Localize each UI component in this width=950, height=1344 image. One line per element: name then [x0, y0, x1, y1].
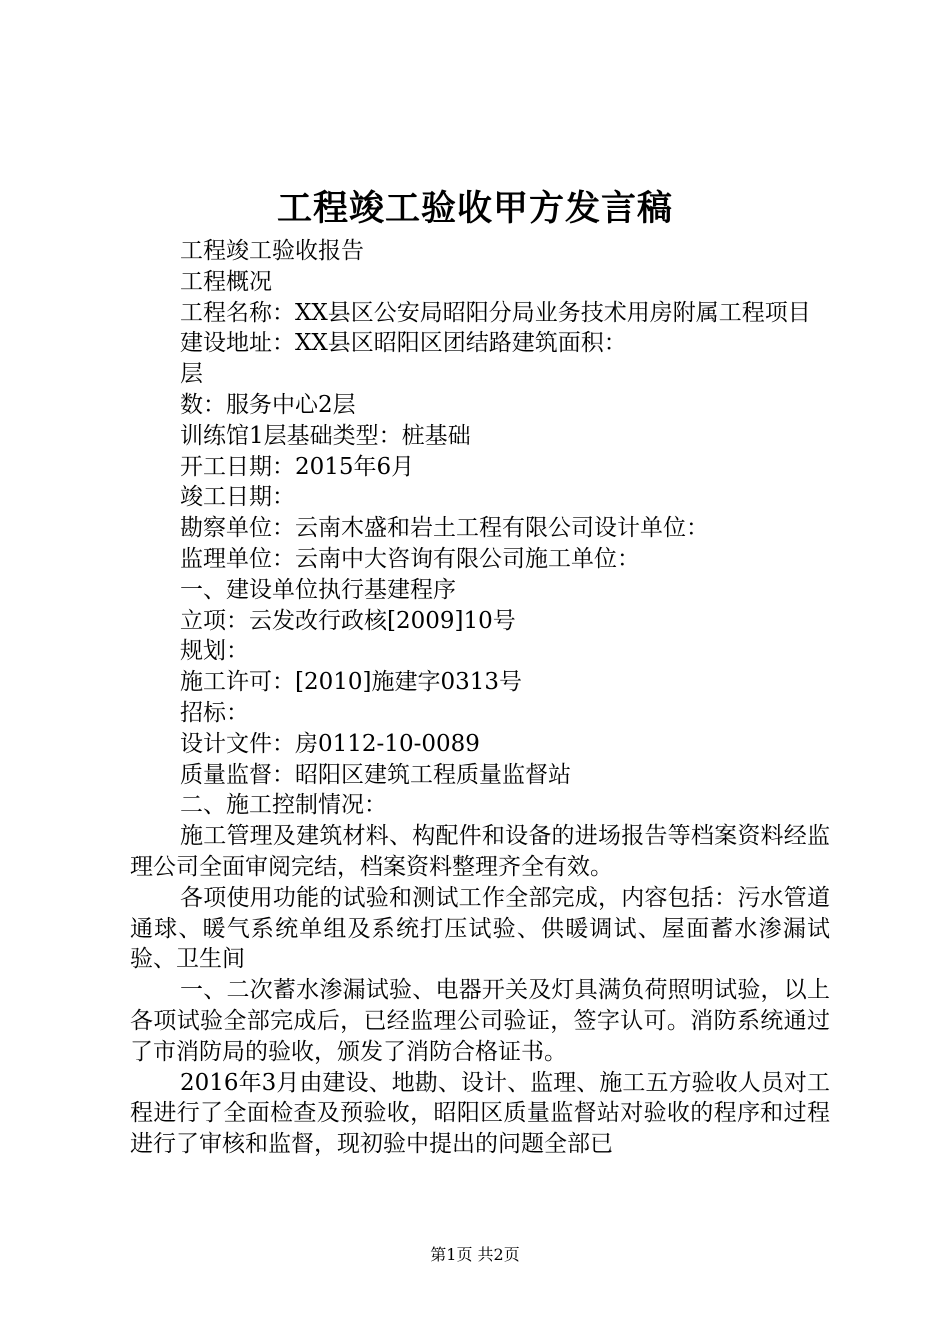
line-overview: 工程概况 [180, 268, 272, 295]
line-training-hall: 训练馆1层基础类型：桩基础 [180, 422, 471, 449]
document-title: 工程竣工验收甲方发言稿 [276, 188, 673, 229]
paragraph-fire-inspection: 一、二次蓄水渗漏试验、电器开关及灯具满负荷照明试验，以上各项试验全部完成后，已经监理公司验证，签字认可。消防系统通过了市消防局的验收，颁发了消防合格证书。 [130, 977, 830, 1065]
line-section-two: 二、施工控制情况： [180, 792, 387, 819]
line-approval: 立项：云发改行政核[2009]10号 [180, 607, 516, 634]
line-address: 建设地址：XX县区昭阳区团结路建筑面积： [180, 330, 627, 357]
line-supervision-unit: 监理单位：云南中大咨询有限公司施工单位： [180, 545, 640, 572]
line-planning: 规划： [180, 638, 249, 665]
line-section-one: 一、建设单位执行基建程序 [180, 576, 456, 603]
line-project-name: 工程名称：XX县区公安局昭阳分局业务技术用房附属工程项目 [180, 299, 811, 326]
paragraph-pre-acceptance: 2016年3月由建设、地勘、设计、监理、施工五方验收人员对工程进行了全面检查及预验收，昭阳区质量监督站对验收的程序和过程进行了审核和监督，现初验中提出的问题全部已 [130, 1069, 830, 1158]
line-design-file: 设计文件：房0112-10-0089 [180, 730, 480, 757]
line-start-date: 开工日期：2015年6月 [180, 453, 415, 480]
line-survey-unit: 勘察单位：云南木盛和岩土工程有限公司设计单位： [180, 515, 709, 542]
page-footer: 第1页 共2页 [430, 1245, 520, 1264]
line-report-heading: 工程竣工验收报告 [180, 238, 364, 264]
line-quality-supervision: 质量监督：昭阳区建筑工程质量监督站 [180, 761, 571, 788]
paragraph-tests: 各项使用功能的试验和测试工作全部完成，内容包括：污水管道通球、暖气系统单组及系统打压试验、供暖调试、屋面蓄水渗漏试验、卫生间 [130, 884, 830, 973]
line-bidding: 招标： [180, 699, 249, 726]
line-floors-service: 数：服务中心2层 [180, 391, 356, 418]
line-completion-date: 竣工日期： [180, 484, 295, 511]
line-floors-label: 层 [180, 361, 203, 388]
document-body [130, 236, 830, 1160]
line-permit: 施工许可：[2010]施建字0313号 [180, 669, 523, 696]
paragraph-archives: 施工管理及建筑材料、构配件和设备的进场报告等档案资料经监理公司全面审阅完结，档案资料整理齐全有效。 [130, 823, 830, 880]
